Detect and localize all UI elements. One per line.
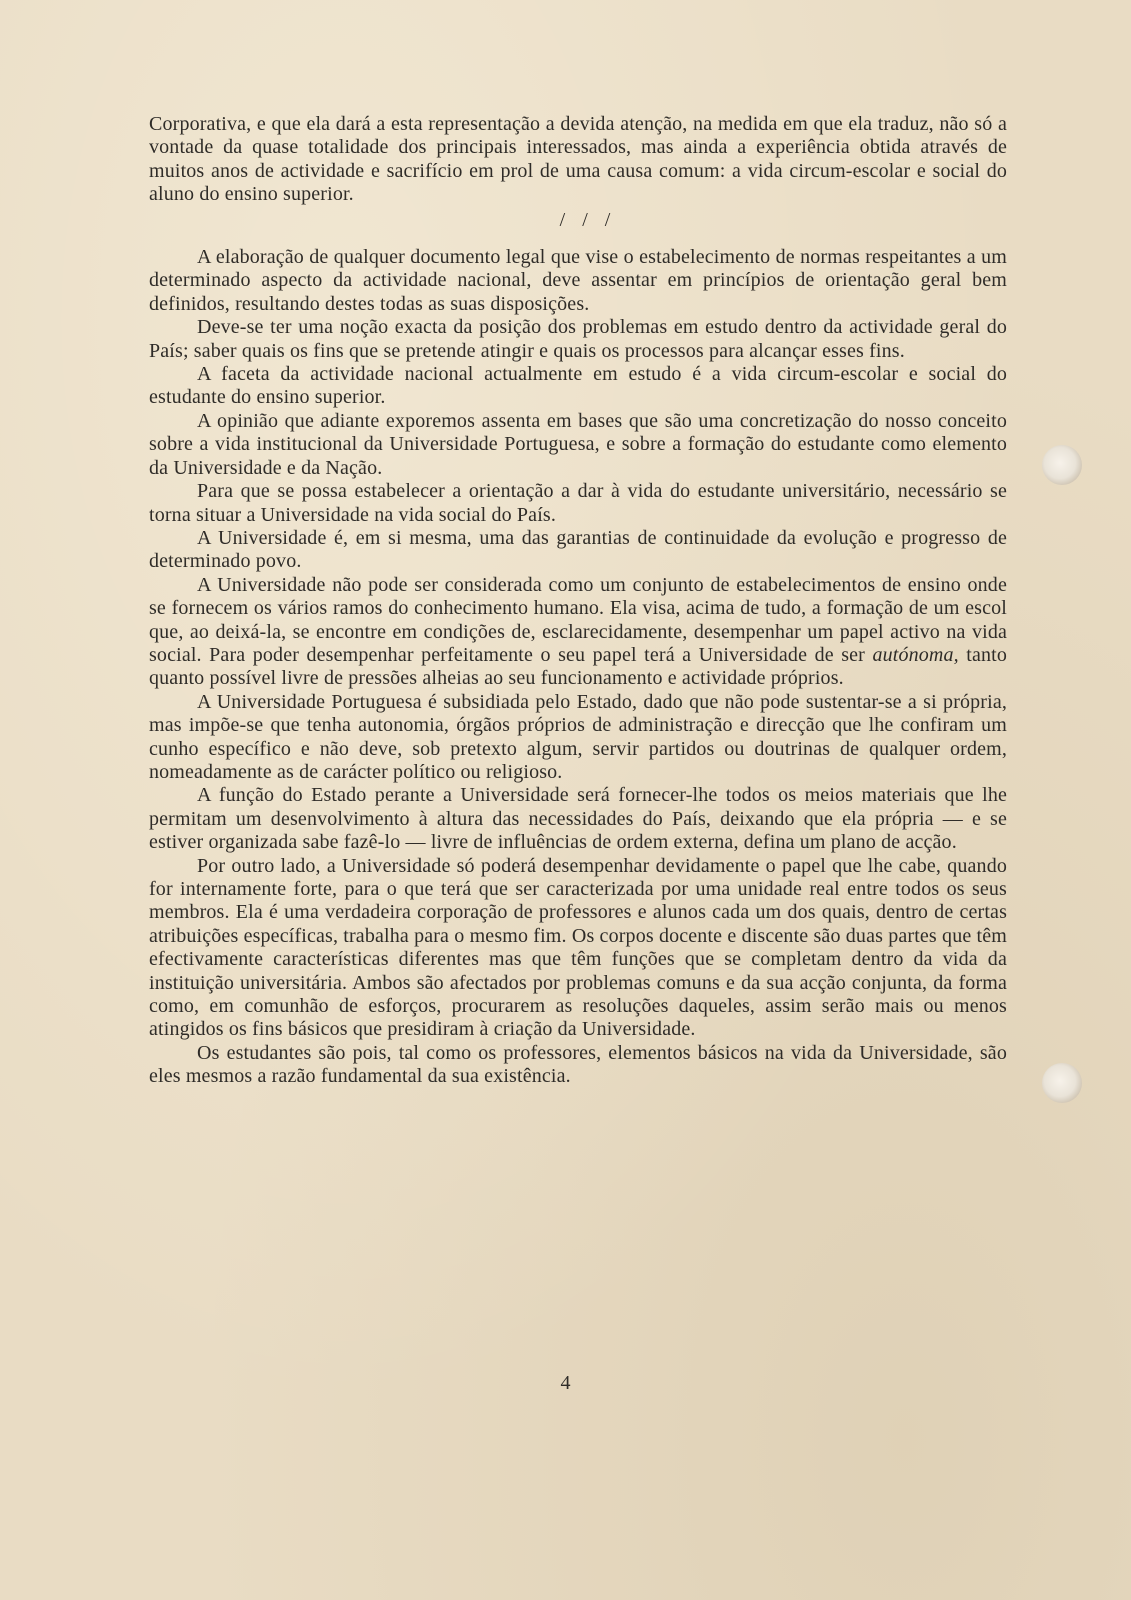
- paragraph: A faceta da actividade nacional actualmente em estudo é a vida circum-escolar e social do estudante do ensino superior.: [149, 363, 1007, 409]
- paragraph: Por outro lado, a Universidade só poderá desempenhar devidamente o papel que lhe cabe, quando for internamente forte, para o que terá que ser caracterizada por uma unidade real entre todos os seus membros. Ela é uma verdadeira corporação de professores e alunos cada um dos quais, dentro de certas atribuições específicas, trabalha para o mesmo fim. Os corpos docente e discente são duas partes que têm efectivamente características diferentes mas que têm funções que se completam dentro da vida da instituição universitária. Ambos são afectados por problemas comuns e da sua acção conjunta, da forma como, em comunhão de esforços, procurarem as resoluções daqueles, assim serão mais ou menos atingidos os fins básicos que presidiram à criação da Universidade.: [149, 854, 1007, 1041]
- paragraph-text: A Universidade não pode ser considerada como um conjunto de estabelecimentos de ensino onde se fornecem os vários ramos do conhecimento humano. Ela visa, acima de tudo, a formação de um escol que, ao deixá-la, se encontre em condições de, esclarecidamente, desempenhar um papel activo na vida social. Para poder desempenhar perfeitamente o seu papel terá a Universidade de ser: [149, 573, 1007, 666]
- paragraph: A opinião que adiante exporemos assenta em bases que são uma concretização do nosso conceito sobre a vida institucional da Universidade Portuguesa, e sobre a formação do estudante como elemento da Universidade e da Nação.: [149, 409, 1007, 479]
- page-number: 4: [560, 1372, 571, 1394]
- paragraph: A Universidade é, em si mesma, uma das garantias de continuidade da evolução e progresso de determinado povo.: [149, 526, 1007, 573]
- paragraph: Deve-se ter uma noção exacta da posição dos problemas em estudo dentro da actividade geral do País; saber quais os fins que se pretende atingir e quais os processos para alcançar esses fins.: [149, 316, 1007, 362]
- paragraph: A Universidade Portuguesa é subsidiada pelo Estado, dado que não pode sustentar-se a si própria, mas impõe-se que tenha autonomia, órgãos próprios de administração e direcção que lhe confiram um cunho específico e não deve, sob pretexto algum, servir partidos ou doutrinas de qualquer ordem, nomeadamente as de carácter político ou religioso.: [149, 690, 1007, 783]
- paragraph-text: tanto quanto possível livre de pressões alheias ao seu funcionamento e actividade próprios.: [149, 643, 1007, 690]
- section-separator: / / /: [559, 208, 617, 231]
- binder-hole-top: [1042, 445, 1082, 485]
- paragraph-autonomy: [149, 574, 1007, 691]
- emphasis-text: autónoma,: [872, 643, 959, 666]
- paragraph: A função do Estado perante a Universidade será fornecer-lhe todos os meios materiais que lhe permitam um desenvolvimento à altura das necessidades do País, deixando que ela própria — e se estiver organizada sabe fazê-lo — livre de influências de ordem externa, defina um plano de acção.: [149, 784, 1007, 854]
- paragraph: Os estudantes são pois, tal como os professores, elementos básicos na vida da Universidade, são eles mesmos a razão fundamental da sua existência.: [149, 1041, 1007, 1088]
- document-page: [149, 113, 1007, 1089]
- body-text: [149, 246, 1007, 1089]
- paragraph: Para que se possa estabelecer a orientação a dar à vida do estudante universitário, necessário se torna situar a Universidade na vida social do País.: [149, 480, 1007, 526]
- intro-paragraph: Corporativa, e que ela dará a esta representação a devida atenção, na medida em que ela traduz, não só a vontade da quase totalidade dos principais interessados, mas ainda a experiência obtida através de muitos anos de actividade e sacrifício em prol de uma causa comum: a vida circum-escolar e social do aluno do ensino superior.: [149, 113, 1007, 206]
- binder-hole-bottom: [1042, 1063, 1082, 1103]
- paragraph: A elaboração de qualquer documento legal que vise o estabelecimento de normas respeitantes a um determinado aspecto da actividade nacional, deve assentar em princípios de orientação geral bem definidos, resultando destes todas as suas disposições.: [149, 246, 1007, 315]
